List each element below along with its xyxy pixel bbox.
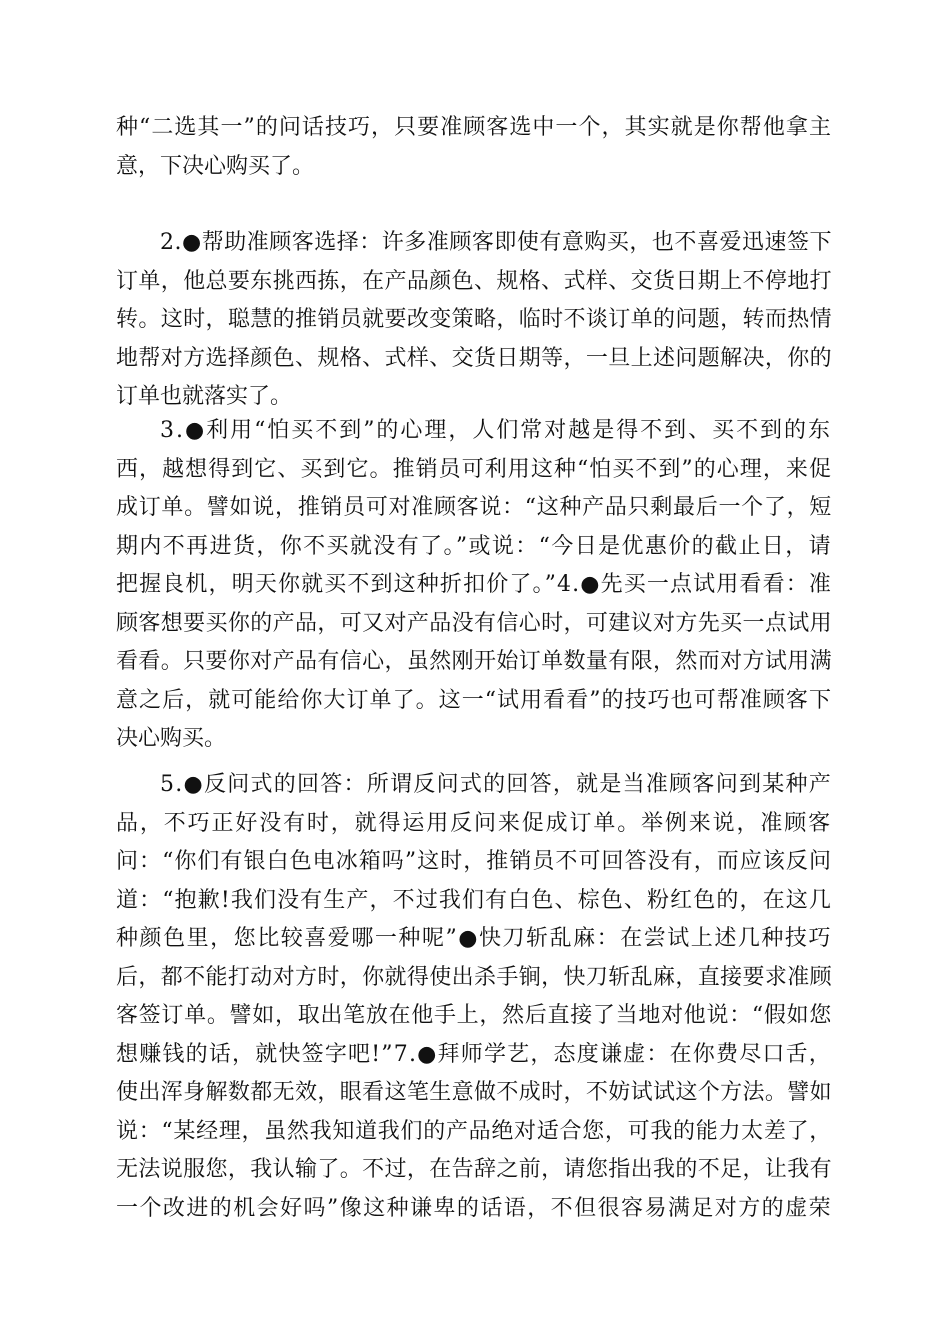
- paragraph-line: 看看。只要你对产品有信心，虽然刚开始订单数量有限，然而对方试用满: [116, 649, 832, 674]
- paragraph-line: 订单也就落实了。: [116, 384, 293, 409]
- paragraph-1: [116, 109, 832, 186]
- paragraph-line: 客签订单。譬如，取出笔放在他手上，然后直接了当地对他说：“假如您: [116, 1003, 832, 1028]
- paragraph-line: 种颜色里，您比较喜爱哪一种呢”●快刀斩乱麻：在尝试上述几种技巧: [116, 926, 832, 951]
- paragraph-line: 期内不再进货，你不买就没有了。”或说：“今日是优惠价的截止日，请: [116, 533, 832, 559]
- paragraph-line: 决心购买。: [116, 726, 227, 751]
- paragraph-4: [116, 766, 832, 1228]
- paragraph-line: 问：“你们有银白色电冰箱吗”这时，推销员不可回答没有，而应该反问: [116, 849, 832, 874]
- paragraph-line: 西，越想得到它、买到它。推销员可利用这种“怕买不到”的心理，来促: [116, 456, 832, 482]
- paragraph-line: 转。这时，聪慧的推销员就要改变策略，临时不谈订单的问题，转而热情: [116, 307, 832, 332]
- paragraph-line: 道：“抱歉!我们没有生产，不过我们有白色、棕色、粉红色的，在这几: [116, 887, 832, 913]
- paragraph-line: 无法说服您，我认输了。不过，在告辞之前，请您指出我的不足，让我有: [116, 1157, 832, 1182]
- paragraph-line: 使出浑身解数都无效，眼看这笔生意做不成时，不妨试试这个方法。譬如: [116, 1080, 832, 1105]
- paragraph-line: 种“二选其一”的问话技巧，只要准顾客选中一个，其实就是你帮他拿主: [116, 115, 832, 140]
- paragraph-line: 订单，他总要东挑西拣，在产品颜色、规格、式样、交货日期上不停地打: [116, 268, 832, 294]
- paragraph-line: 说：“某经理，虽然我知道我们的产品绝对适合您，可我的能力太差了，: [116, 1118, 832, 1144]
- paragraph-3: [116, 412, 832, 759]
- paragraph-line: 把握良机，明天你就买不到这种折扣价了。”4.●先买一点试用看看：准: [116, 572, 832, 597]
- paragraph-line: 意之后，就可能给你大订单了。这一“试用看看”的技巧也可帮准顾客下: [116, 687, 832, 713]
- paragraph-line: 一个改进的机会好吗”像这种谦卑的话语，不但很容易满足对方的虚荣: [116, 1195, 832, 1221]
- paragraph-line: 后，都不能打动对方时，你就得使出杀手锏，快刀斩乱麻，直接要求准顾: [116, 964, 832, 990]
- paragraph-line: 2.●帮助准顾客选择：许多准顾客即使有意购买，也不喜爱迅速签下: [160, 230, 832, 255]
- paragraph-line: 品，不巧正好没有时，就得运用反问来促成订单。举例来说，准顾客: [116, 810, 832, 836]
- paragraph-line: 意，下决心购买了。: [116, 153, 315, 179]
- paragraph-line: 5.●反问式的回答：所谓反问式的回答，就是当准顾客问到某种产: [160, 772, 832, 797]
- paragraph-line: 顾客想要买你的产品，可又对产品没有信心时，可建议对方先买一点试用: [116, 610, 832, 636]
- paragraph-2: [116, 224, 832, 417]
- paragraph-line: 地帮对方选择颜色、规格、式样、交货日期等，一旦上述问题解决，你的: [116, 345, 832, 371]
- paragraph-line: 3.●利用“怕买不到”的心理，人们常对越是得不到、买不到的东: [160, 418, 832, 443]
- paragraph-line: 成订单。譬如说，推销员可对准顾客说：“这种产品只剩最后一个了，短: [116, 495, 832, 520]
- paragraph-line: 想赚钱的话，就快签字吧!”7.●拜师学艺，态度谦虚：在你费尽口舌，: [116, 1041, 832, 1067]
